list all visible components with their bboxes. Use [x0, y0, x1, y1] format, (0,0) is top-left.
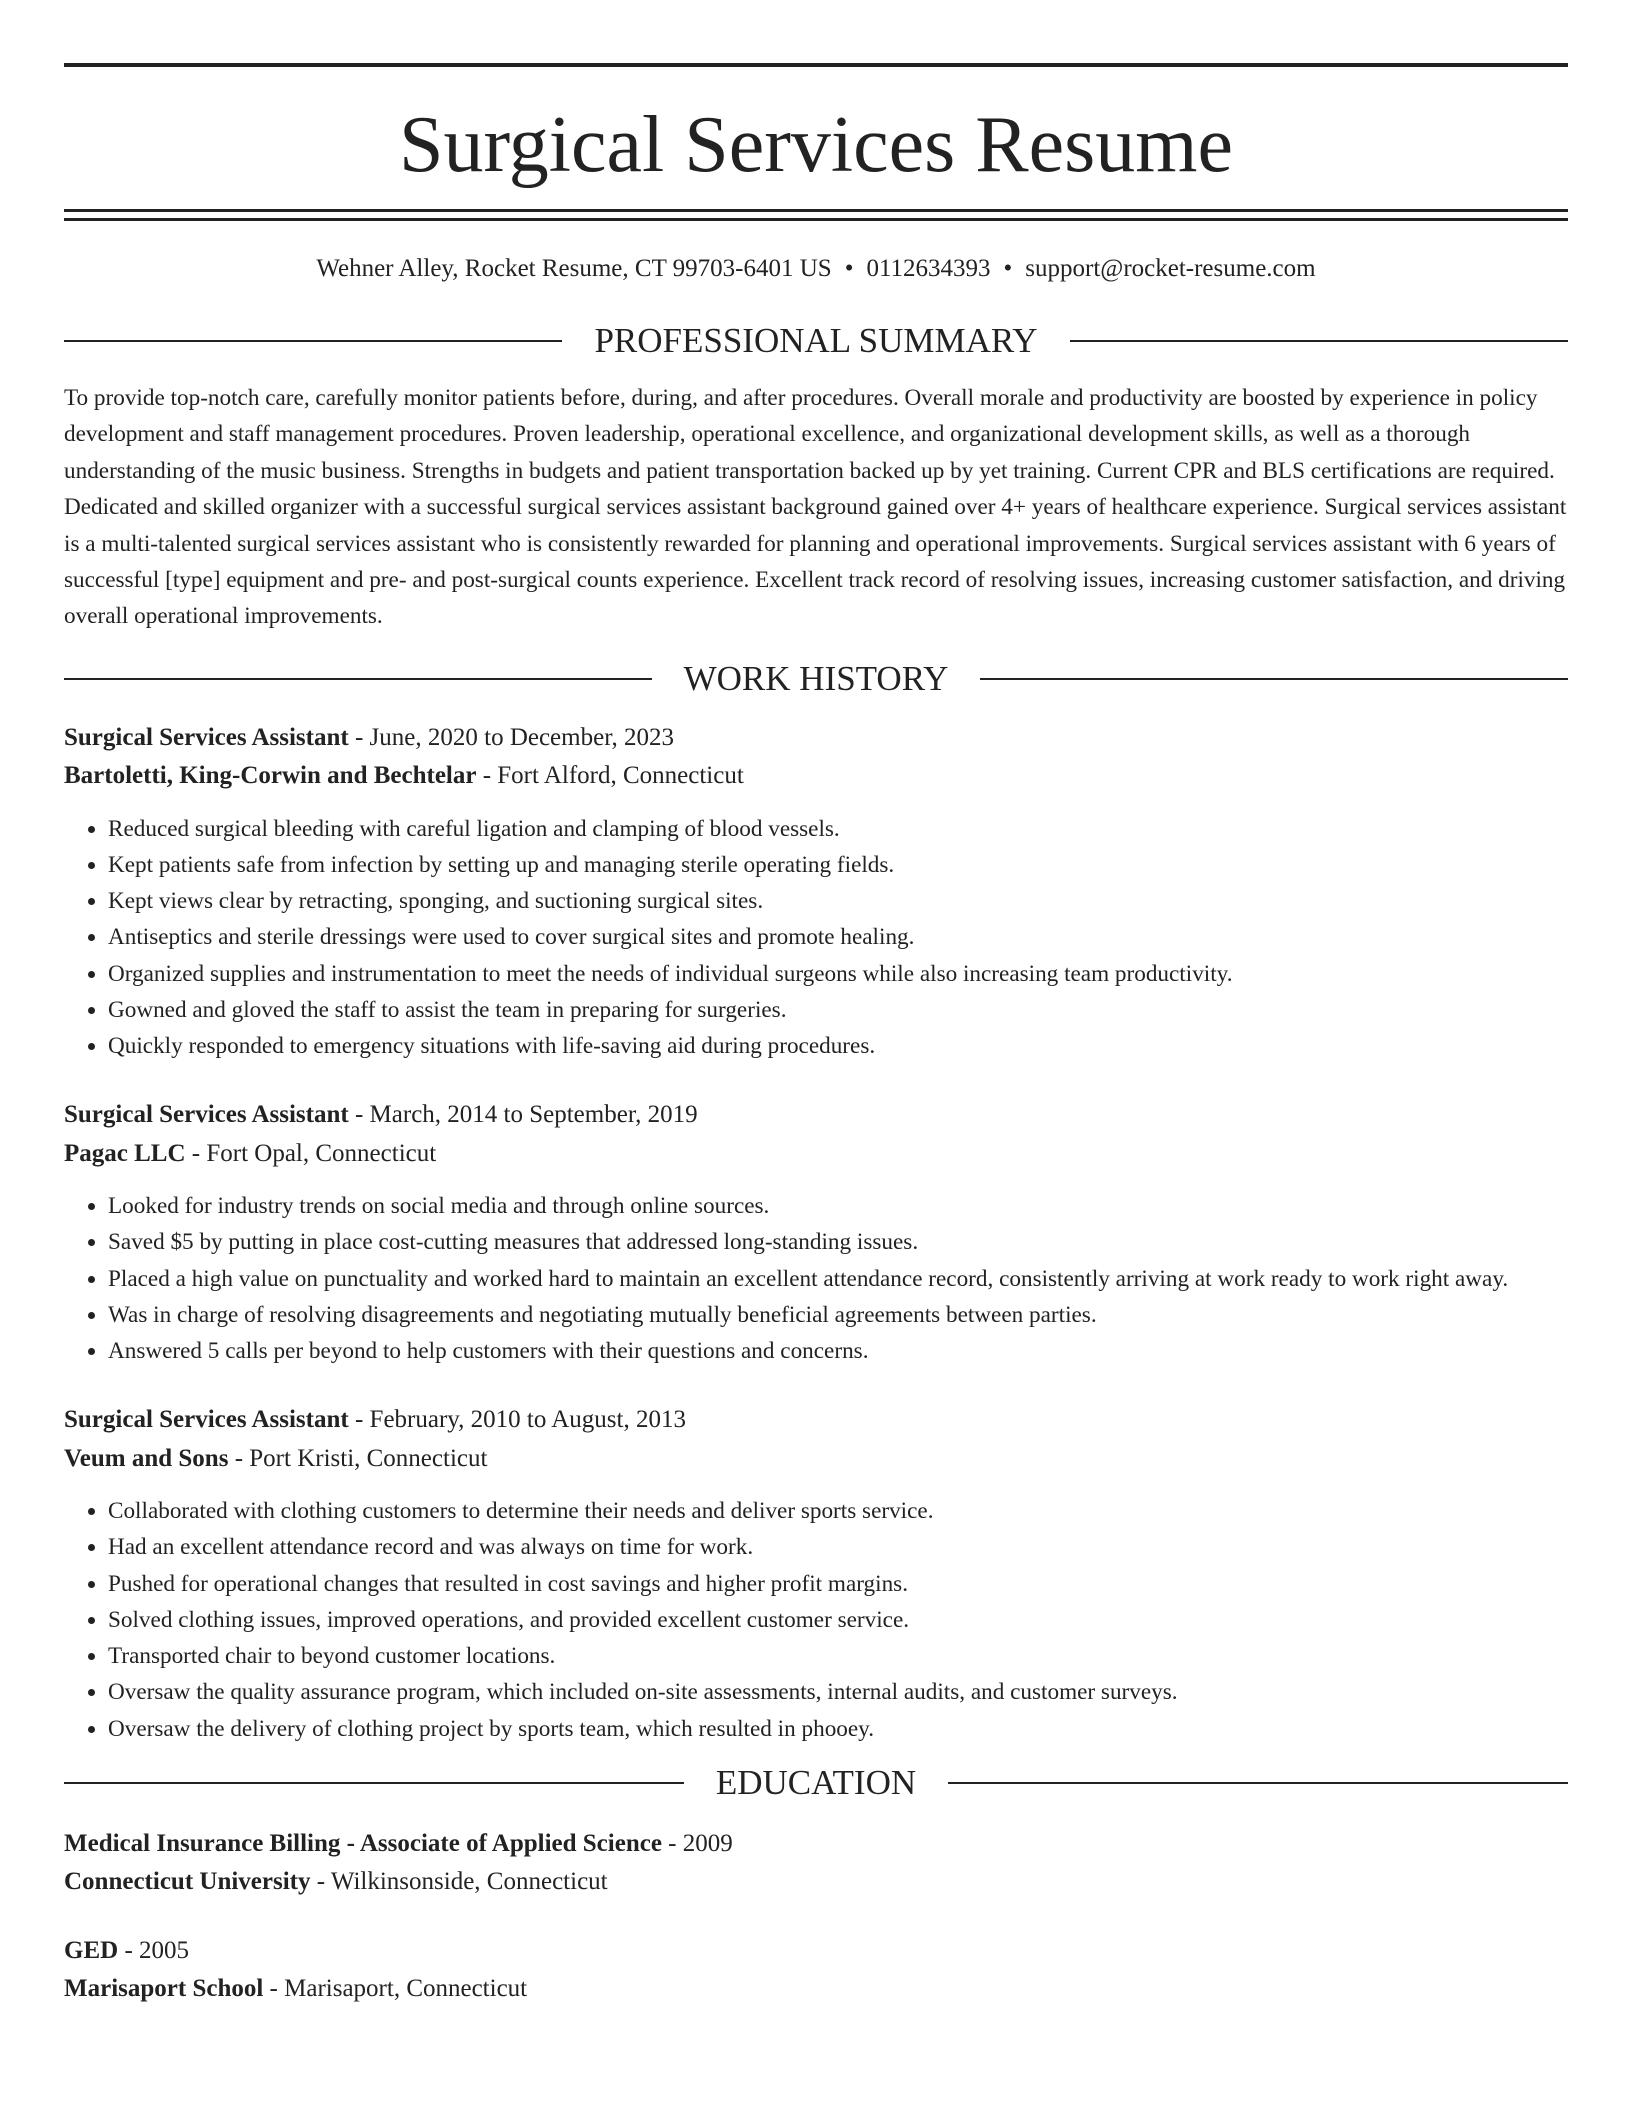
- job-title: Surgical Services Assistant: [64, 723, 349, 751]
- list-item: • Kept views clear by retracting, sponging, and suctioning surgical sites.: [108, 883, 1568, 919]
- degree-line: [64, 1932, 1568, 1971]
- job-location: - Port Kristi, Connecticut: [228, 1444, 488, 1472]
- job-location: - Fort Alford, Connecticut: [476, 762, 744, 790]
- job-bullets: [64, 811, 1568, 1064]
- list-item: • Oversaw the delivery of clothing project by sports team, which resulted in phooey.: [108, 1711, 1568, 1747]
- job-title: Surgical Services Assistant: [64, 1101, 349, 1129]
- list-item: • Oversaw the quality assurance program, which included on-site assessments, internal audits, and customer surveys.: [108, 1674, 1568, 1710]
- degree-year: - 2009: [661, 1829, 733, 1857]
- list-item: • Organized supplies and instrumentation to meet the needs of individual surgeons while also increasing team productivity.: [108, 956, 1568, 992]
- job-title-line: [64, 719, 1568, 758]
- job-company: Veum and Sons: [64, 1444, 229, 1472]
- section-title: PROFESSIONAL SUMMARY: [594, 321, 1038, 360]
- list-item: • Gowned and gloved the staff to assist the team in preparing for surgeries.: [108, 992, 1568, 1028]
- job-entry: [64, 1401, 1568, 1746]
- heading-rule: [948, 1782, 1568, 1784]
- job-company: Pagac LLC: [64, 1139, 186, 1167]
- list-item: • Placed a high value on punctuality and worked hard to maintain an excellent attendance record, consistently arriving at work ready to work right away.: [108, 1261, 1568, 1297]
- title-double-rule: [64, 209, 1568, 221]
- summary-text: To provide top-notch care, carefully monitor patients before, during, and after procedures. Overall morale and productivity are boosted by experience in policy development and staff management procedures. Proven leadership, operational excellence, and organizational development skills, as well as a thorough understanding of the music business. Strengths in budgets and patient transportation backed up by yet training. Current CPR and BLS certifications are required. Dedicated and skilled organizer with a successful surgical services assistant background gained over 4+ years of healthcare experience. Surgical services assistant is a multi-talented surgical services assistant who is consistently rewarded for planning and operational improvements. Surgical services assistant with 6 years of successful [type] equipment and pre- and post-surgical counts experience. Excellent track record of resolving issues, increasing customer satisfaction, and driving overall operational improvements.: [64, 385, 1567, 630]
- job-title-line: [64, 1096, 1568, 1135]
- heading-rule: [64, 1782, 684, 1784]
- contact-address: Wehner Alley, Rocket Resume, CT 99703-6401 US: [316, 255, 832, 282]
- list-item: • Answered 5 calls per beyond to help customers with their questions and concerns.: [108, 1333, 1568, 1369]
- list-item: • Pushed for operational changes that resulted in cost savings and higher profit margins.: [108, 1566, 1568, 1602]
- section-title: EDUCATION: [715, 1762, 917, 1802]
- resume-page: [64, 0, 1568, 2009]
- degree: Medical Insurance Billing - Associate of Applied Science: [64, 1829, 662, 1857]
- list-item: • Was in charge of resolving disagreements and negotiating mutually beneficial agreements between parties.: [108, 1297, 1568, 1333]
- section-heading-education: [64, 1763, 1568, 1803]
- job-company-line: [64, 1135, 1568, 1174]
- contact-separator: •: [844, 255, 854, 282]
- education-entry: [64, 1932, 1568, 2009]
- contact-email: support@rocket-resume.com: [1025, 255, 1316, 282]
- job-title: Surgical Services Assistant: [64, 1406, 349, 1434]
- school: Connecticut University: [64, 1868, 311, 1896]
- job-location: - Fort Opal, Connecticut: [185, 1139, 437, 1167]
- contact-line: [64, 252, 1568, 286]
- degree-line: [64, 1825, 1568, 1864]
- job-dates: - February, 2010 to August, 2013: [348, 1406, 686, 1434]
- list-item: • Solved clothing issues, improved operations, and provided excellent customer service.: [108, 1602, 1568, 1638]
- job-entry: [64, 1096, 1568, 1369]
- list-item: • Had an excellent attendance record and was always on time for work.: [108, 1529, 1568, 1565]
- heading-rule: [1070, 340, 1568, 342]
- heading-rule: [64, 678, 652, 680]
- school-line: [64, 1970, 1568, 2009]
- job-title-line: [64, 1401, 1568, 1440]
- school-location: - Wilkinsonside, Connecticut: [310, 1868, 608, 1896]
- job-company-line: [64, 757, 1568, 796]
- list-item: • Transported chair to beyond customer locations.: [108, 1638, 1568, 1674]
- job-company: Bartoletti, King-Corwin and Bechtelar: [64, 762, 477, 790]
- education-entry: [64, 1825, 1568, 1902]
- contact-phone: 0112634393: [866, 255, 991, 282]
- section-title: WORK HISTORY: [683, 658, 949, 698]
- section-heading-work: [64, 659, 1568, 699]
- list-item: • Quickly responded to emergency situations with life-saving aid during procedures.: [108, 1028, 1568, 1064]
- job-company-line: [64, 1440, 1568, 1479]
- job-bullets: [64, 1188, 1568, 1369]
- school-line: [64, 1863, 1568, 1902]
- job-entry: [64, 719, 1568, 1064]
- degree-year: - 2005: [118, 1936, 190, 1964]
- page-title: Surgical Services Resume: [399, 101, 1233, 189]
- list-item: • Looked for industry trends on social media and through online sources.: [108, 1188, 1568, 1224]
- list-item: • Saved $5 by putting in place cost-cutting measures that addressed long-standing issues.: [108, 1224, 1568, 1260]
- degree: GED: [64, 1936, 119, 1964]
- contact-separator: •: [1003, 255, 1013, 282]
- list-item: • Antiseptics and sterile dressings were used to cover surgical sites and promote healing.: [108, 919, 1568, 955]
- list-item: • Kept patients safe from infection by setting up and managing sterile operating fields.: [108, 847, 1568, 883]
- school-location: - Marisaport, Connecticut: [263, 1975, 528, 2003]
- heading-rule: [64, 340, 562, 342]
- list-item: • Reduced surgical bleeding with careful ligation and clamping of blood vessels.: [108, 811, 1568, 847]
- school: Marisaport School: [64, 1975, 264, 2003]
- section-heading-summary: [64, 321, 1568, 361]
- heading-rule: [980, 678, 1568, 680]
- job-dates: - March, 2014 to September, 2019: [348, 1101, 698, 1129]
- job-dates: - June, 2020 to December, 2023: [348, 723, 675, 751]
- job-bullets: [64, 1493, 1568, 1746]
- top-rule: [64, 63, 1568, 67]
- list-item: • Collaborated with clothing customers to determine their needs and deliver sports service.: [108, 1493, 1568, 1529]
